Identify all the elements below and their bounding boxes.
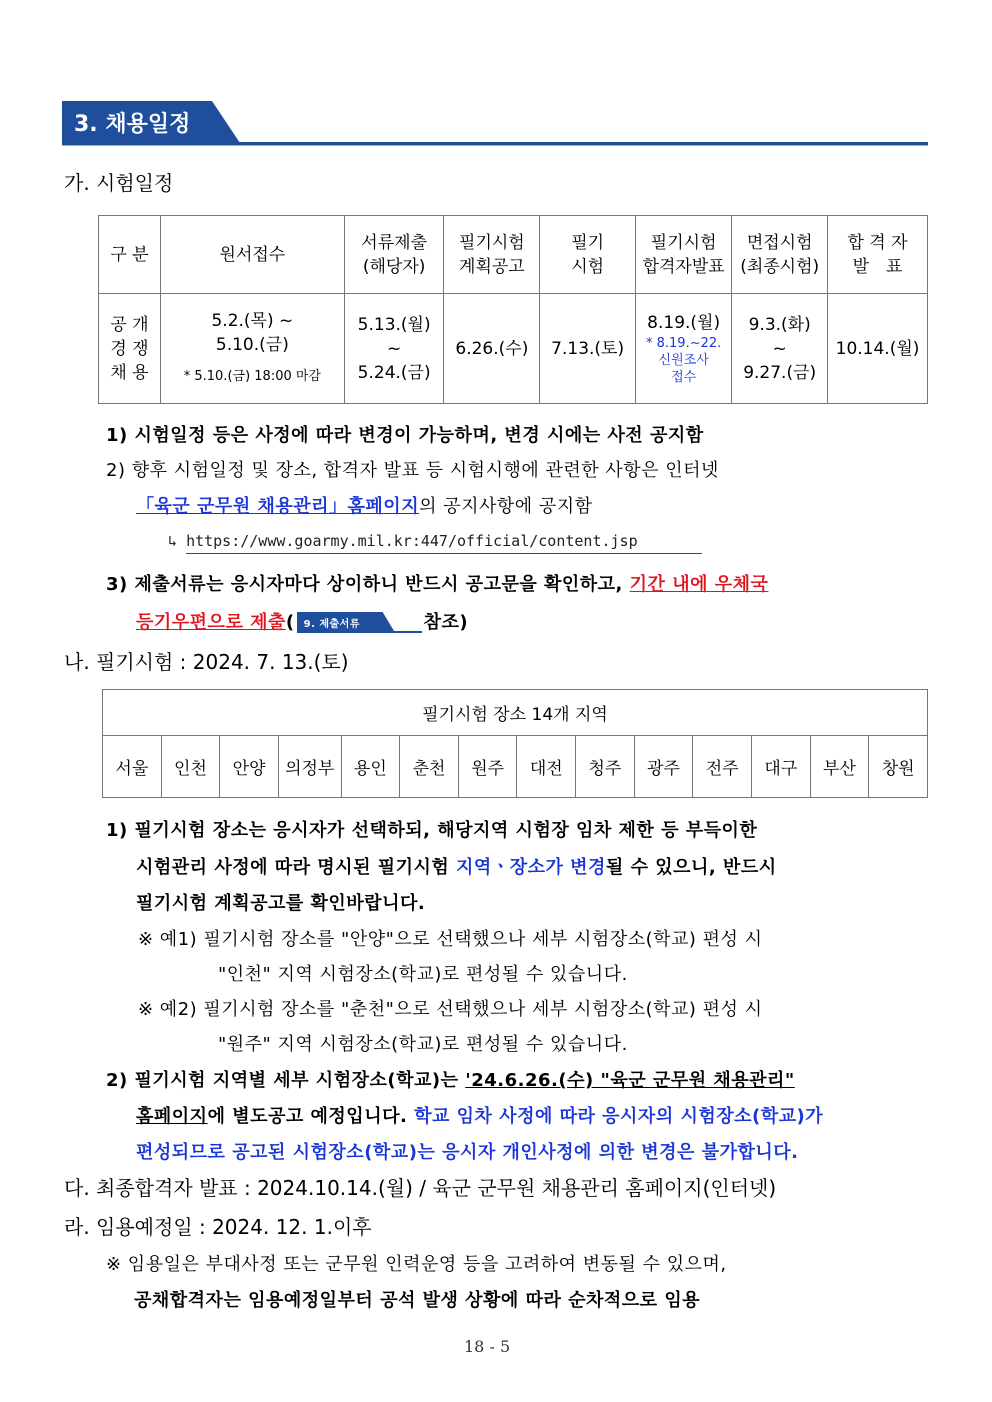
region-cell: 부산 <box>810 736 869 798</box>
cell-interview: 9.3.(화) ~ 9.27.(금) <box>732 294 828 404</box>
cell-pass <box>636 294 732 404</box>
ga-note-3a-text: 3) 제출서류는 응시자마다 상이하니 반드시 공고문을 확인하고, <box>106 574 630 595</box>
url-underline <box>186 553 702 554</box>
ga-heading: 가. 시험일정 <box>64 171 174 195</box>
apply-dates: 5.2.(목) ~ 5.10.(금) <box>211 310 294 355</box>
pass-date: 8.19.(월) <box>647 313 721 333</box>
page-number: 18 - 5 <box>464 1337 511 1356</box>
na-note-1c: 필기시험 계획공고를 확인바랍니다. <box>136 893 426 914</box>
header-category: 구 분 <box>99 216 161 294</box>
ga-note-2b-rest: 의 공지사항에 공지함 <box>419 496 593 517</box>
ga-note-3a-red: 기간 내에 우체국 <box>629 574 769 595</box>
homepage-url[interactable]: https://www.goarmy.mil.kr:447/official/content.jsp <box>186 532 638 550</box>
section-header <box>62 101 928 145</box>
na-note-2c: 편성되므로 공고된 시험장소(학교)는 응시자 개인사정에 의한 변경은 불가합니다. <box>136 1142 799 1163</box>
region-cell: 광주 <box>634 736 693 798</box>
region-cell: 안양 <box>220 736 279 798</box>
example-1b: "인천" 지역 시험장소(학교)로 편성될 수 있습니다. <box>218 964 628 985</box>
na-note-2a <box>106 1066 795 1092</box>
pass-note: * 8.19.~22. 신원조사 접수 <box>646 336 722 385</box>
na-note-2a-pre: 2) 필기시험 지역별 세부 시험장소(학교)는 <box>106 1070 466 1091</box>
header-apply: 원서접수 <box>160 216 344 294</box>
section-title: 3. 채용일정 <box>74 112 191 137</box>
na-note-2b-blue: 학교 임차 사정에 따라 응시자의 시험장소(학교)가 <box>414 1106 824 1127</box>
example-2a: ※ 예2) 필기시험 장소를 "춘천"으로 선택했으나 세부 시험장소(학교) 편성 시 <box>138 999 763 1020</box>
region-cell: 대전 <box>517 736 576 798</box>
ra-note-1: ※ 임용일은 부대사정 또는 군무원 인력운영 등을 고려하여 변동될 수 있으며, <box>106 1254 727 1275</box>
cell-final: 10.14.(월) <box>828 294 928 404</box>
open-paren: ( <box>285 612 295 633</box>
ga-note-2a: 2) 향후 시험일정 및 장소, 합격자 발표 등 시험시행에 관련한 사항은 인터넷 <box>106 460 719 481</box>
na-note-1b <box>136 853 777 879</box>
ga-note-3b-red: 등기우편으로 제출 <box>136 612 286 633</box>
header-final: 합 격 자 발 표 <box>828 216 928 294</box>
apply-note: * 5.10.(금) 18:00 마감 <box>183 368 321 384</box>
ga-note-2b <box>136 492 593 518</box>
region-cell: 청주 <box>576 736 635 798</box>
region-table <box>102 689 928 798</box>
region-cell: 서울 <box>103 736 162 798</box>
close-text: 참조) <box>423 612 469 633</box>
schedule-header-row <box>99 216 928 294</box>
na-note-1b-post: 될 수 있으니, 반드시 <box>605 857 777 878</box>
na-note-2a-underlined: '24.6.26.(수) "육군 군무원 채용관리" <box>465 1070 795 1091</box>
url-line-wrap <box>168 532 638 550</box>
docs-tab-line <box>297 631 422 633</box>
row-label: 공 개 경 쟁 채 용 <box>99 294 161 404</box>
section-rule-light <box>62 145 928 146</box>
cell-exam: 7.13.(토) <box>540 294 636 404</box>
na-note-1b-blue: 지역ㆍ장소가 변경 <box>456 857 606 878</box>
ga-note-3a <box>106 570 768 596</box>
arrow-icon: ↳ <box>168 532 178 550</box>
recruit-homepage-link[interactable]: 「육군 군무원 채용관리」홈페이지 <box>136 496 420 517</box>
region-table-title: 필기시험 장소 14개 지역 <box>103 690 928 736</box>
header-exam: 필기 시험 <box>540 216 636 294</box>
schedule-row-open <box>99 294 928 404</box>
header-docs: 서류제출 (해당자) <box>344 216 444 294</box>
ra-heading: 라. 임용예정일 : 2024. 12. 1.이후 <box>64 1215 372 1239</box>
cell-docs: 5.13.(월) ~ 5.24.(금) <box>344 294 444 404</box>
region-row <box>103 736 928 798</box>
example-1a: ※ 예1) 필기시험 장소를 "안양"으로 선택했으나 세부 시험장소(학교) 편성 시 <box>138 929 763 950</box>
na-note-2b-homepage: 홈페이지 <box>136 1106 208 1127</box>
da-heading: 다. 최종합격자 발표 : 2024.10.14.(월) / 육군 군무원 채용관리 홈페이지(인터넷) <box>64 1176 777 1200</box>
na-note-1a: 1) 필기시험 장소는 응시자가 선택하되, 해당지역 시험장 임차 제한 등 부득이한 <box>106 820 758 841</box>
region-cell: 용인 <box>341 736 400 798</box>
header-plan: 필기시험 계획공고 <box>444 216 540 294</box>
region-cell: 의정부 <box>278 736 341 798</box>
na-note-1b-pre: 시험관리 사정에 따라 명시된 필기시험 <box>136 857 457 878</box>
example-2b: "원주" 지역 시험장소(학교)로 편성될 수 있습니다. <box>218 1034 628 1055</box>
region-cell: 대구 <box>752 736 811 798</box>
na-note-2b <box>136 1102 823 1128</box>
header-pass: 필기시험 합격자발표 <box>636 216 732 294</box>
ga-note-1: 1) 시험일정 등은 사정에 따라 변경이 가능하며, 변경 시에는 사전 공지함 <box>106 425 704 446</box>
region-cell: 전주 <box>693 736 752 798</box>
na-heading: 나. 필기시험 : 2024. 7. 13.(토) <box>64 650 349 674</box>
header-interview: 면접시험 (최종시험) <box>732 216 828 294</box>
region-cell: 춘천 <box>400 736 459 798</box>
region-cell: 창원 <box>869 736 928 798</box>
cell-apply <box>160 294 344 404</box>
region-cell: 원주 <box>458 736 517 798</box>
schedule-table <box>98 215 928 404</box>
docs-section-tab <box>297 612 422 634</box>
region-cell: 인천 <box>161 736 220 798</box>
ra-note-2: 공채합격자는 임용예정일부터 공석 발생 상황에 따라 순차적으로 임용 <box>134 1290 701 1311</box>
docs-tab-label: 9. 제출서류 <box>303 619 360 630</box>
ga-note-3b <box>136 608 468 634</box>
na-note-2b-mid: 에 별도공고 예정입니다. <box>207 1106 415 1127</box>
cell-plan: 6.26.(수) <box>444 294 540 404</box>
